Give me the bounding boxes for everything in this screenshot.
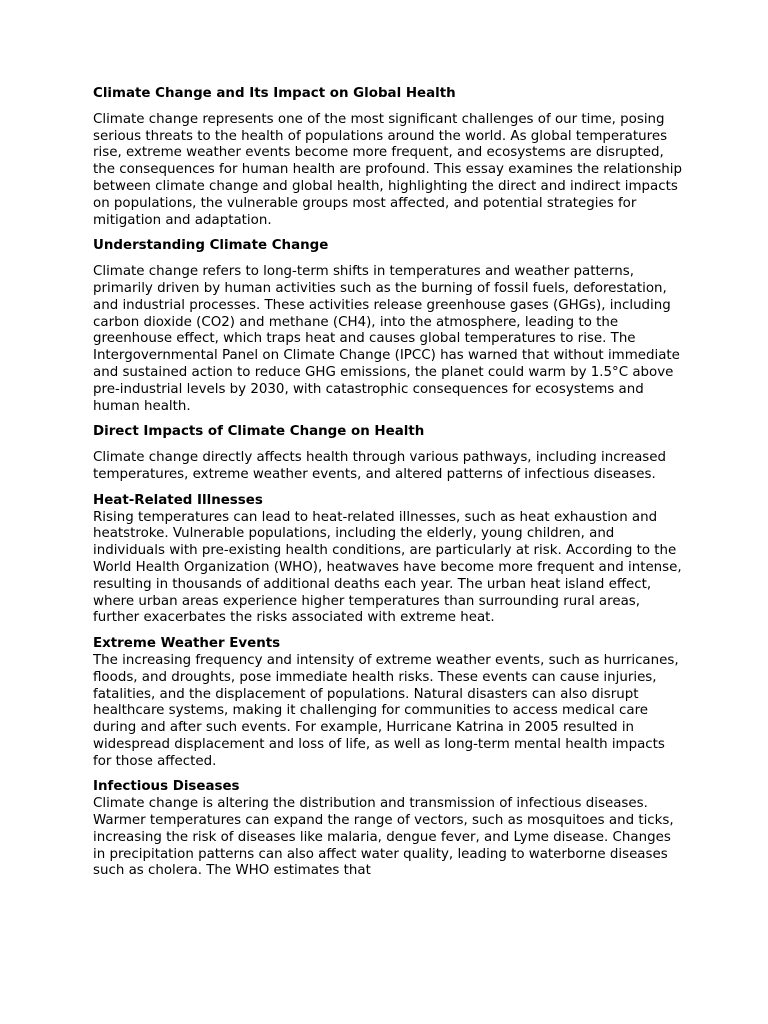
subsection-heading-extreme-weather: Extreme Weather Events: [93, 636, 281, 652]
subsection-heading-infectious: Infectious Diseases: [93, 779, 240, 795]
subsection-body-extreme-weather: The increasing frequency and intensity of extreme weather events, such as hurricanes, floods, and droughts, pose immediate health risks. These events can cause injuries, fatalities, and the displacement of populations. Natural disasters can also disrupt healthcare systems, making it challenging for communities to access medical care during and after such events. For example, Hurricane Katrina in 2005 resulted in widespread displacement and loss of life, as well as long-term mental health impacts for those affected.: [93, 652, 679, 769]
subsection-heading-heat: Heat-Related Illnesses: [93, 492, 263, 508]
section-heading-understanding: Understanding Climate Change: [93, 238, 329, 254]
subsection-body-infectious: Climate change is altering the distribution and transmission of infectious diseases. Warmer temperatures can expand the range of vectors, such as mosquitoes and ticks, increasing the risk of diseases like malaria, dengue fever, and Lyme disease. Changes in precipitation patterns can also affect water quality, leading to waterborne diseases such as cholera. The WHO estimates that: [93, 796, 674, 879]
document-page: [93, 86, 683, 889]
intro-paragraph: Climate change represents one of the most significant challenges of our time, posing serious threats to the health of populations around the world. As global temperatures rise, extreme weather events become more frequent, and ecosystems are disrupted, the consequences for human health are profound. This essay examines the relationship between climate change and global health, highlighting the direct and indirect impacts on populations, the vulnerable groups most affected, and potential strategies for mitigation and adaptation.: [93, 111, 683, 228]
document-title: Climate Change and Its Impact on Global Health: [93, 86, 456, 101]
subsection-body-heat: Rising temperatures can lead to heat-related illnesses, such as heat exhaustion and heatstroke. Vulnerable populations, including the elderly, young children, and individuals with pre-existing health conditions, are particularly at risk. According to the World Health Organization (WHO), heatwaves have become more frequent and intense, resulting in thousands of additional deaths each year. The urban heat island effect, where urban areas experience higher temperatures than surrounding rural areas, further exacerbates the risks associated with extreme heat.: [93, 509, 682, 626]
section-body-understanding: Climate change refers to long-term shifts in temperatures and weather patterns, primarily driven by human activities such as the burning of fossil fuels, deforestation, and industrial processes. These activities release greenhouse gases (GHGs), including carbon dioxide (CO2) and methane (CH4), into the atmosphere, leading to the greenhouse effect, which traps heat and causes global temperatures to rise. The Intergovernmental Panel on Climate Change (IPCC) has warned that without immediate and sustained action to reduce GHG emissions, the planet could warm by 1.5°C above pre-industrial levels by 2030, with catastrophic consequences for ecosystems and human health.: [93, 264, 680, 414]
section-body-direct-impacts: Climate change directly affects health through various pathways, including increased temperatures, extreme weather events, and altered patterns of infectious diseases.: [93, 450, 666, 482]
section-heading-direct-impacts: Direct Impacts of Climate Change on Health: [93, 424, 425, 440]
